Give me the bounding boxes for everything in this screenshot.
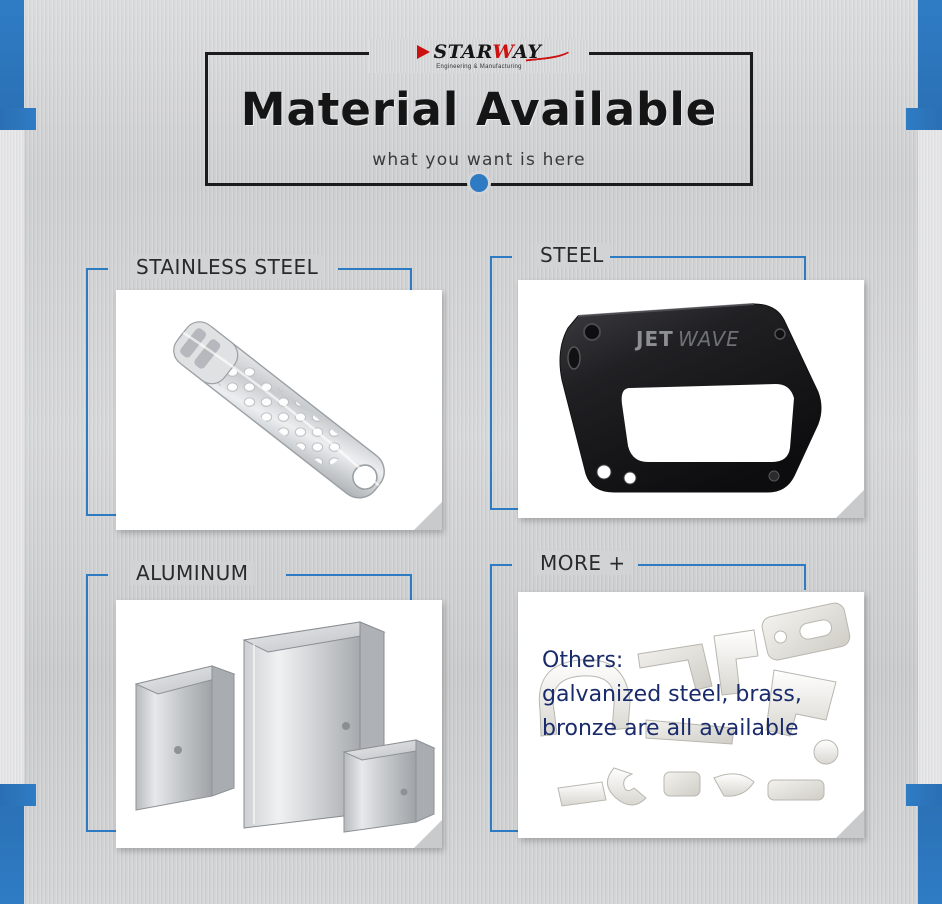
bracket-right-aluminum xyxy=(286,574,412,600)
page-title: Material Available xyxy=(240,82,718,136)
header-dot-icon xyxy=(470,174,488,192)
svg-text:JET: JET xyxy=(636,327,674,351)
card-label-steel: STEEL xyxy=(534,243,610,267)
photo-steel xyxy=(518,280,864,518)
card-label-stainless-steel: STAINLESS STEEL xyxy=(130,255,324,279)
others-text-block xyxy=(542,644,802,746)
photo-fold-corner xyxy=(836,490,864,518)
blue-accent-bottom-left-horizontal xyxy=(0,784,36,806)
others-line-1: galvanized steel, brass, xyxy=(542,682,802,708)
left-edge-strip xyxy=(0,0,24,904)
bracket-right-more xyxy=(638,564,806,590)
blue-accent-top-right-horizontal xyxy=(906,108,942,130)
card-aluminum xyxy=(86,556,456,856)
bracket-left-aluminum xyxy=(86,574,108,832)
header-frame xyxy=(205,40,753,186)
steel-bracket-illustration xyxy=(518,280,864,518)
card-stainless-steel xyxy=(86,250,456,540)
bracket-left-steel xyxy=(490,256,512,510)
right-edge-strip xyxy=(918,0,942,904)
card-steel xyxy=(490,238,870,538)
blue-accent-bottom-right-horizontal xyxy=(906,784,942,806)
svg-text:WAVE: WAVE xyxy=(678,327,740,351)
others-heading: Others: xyxy=(542,648,624,673)
photo-aluminum xyxy=(116,600,442,848)
page-subtitle: what you want is here xyxy=(372,149,586,170)
bracket-right-stainless xyxy=(338,268,412,292)
card-label-aluminum: ALUMINUM xyxy=(130,561,254,585)
bracket-left-stainless xyxy=(86,268,108,516)
logo-text: STARWAY xyxy=(433,40,542,63)
photo-more-parts xyxy=(518,592,864,838)
photo-fold-corner xyxy=(836,810,864,838)
stainless-bracket-illustration xyxy=(116,290,442,530)
photo-fold-corner xyxy=(414,502,442,530)
others-line-2: bronze are all available xyxy=(542,716,799,742)
card-more xyxy=(490,546,870,858)
aluminum-enclosures-illustration xyxy=(116,600,442,848)
blue-accent-top-left-horizontal xyxy=(0,108,36,130)
bracket-left-more xyxy=(490,564,512,832)
photo-fold-corner xyxy=(414,820,442,848)
bracket-right-steel xyxy=(608,256,806,282)
header-inner xyxy=(208,55,750,183)
logo-tagline: Engineering & Manufacturing xyxy=(436,63,522,70)
photo-stainless-steel xyxy=(116,290,442,530)
card-label-more: MORE + xyxy=(534,551,632,575)
